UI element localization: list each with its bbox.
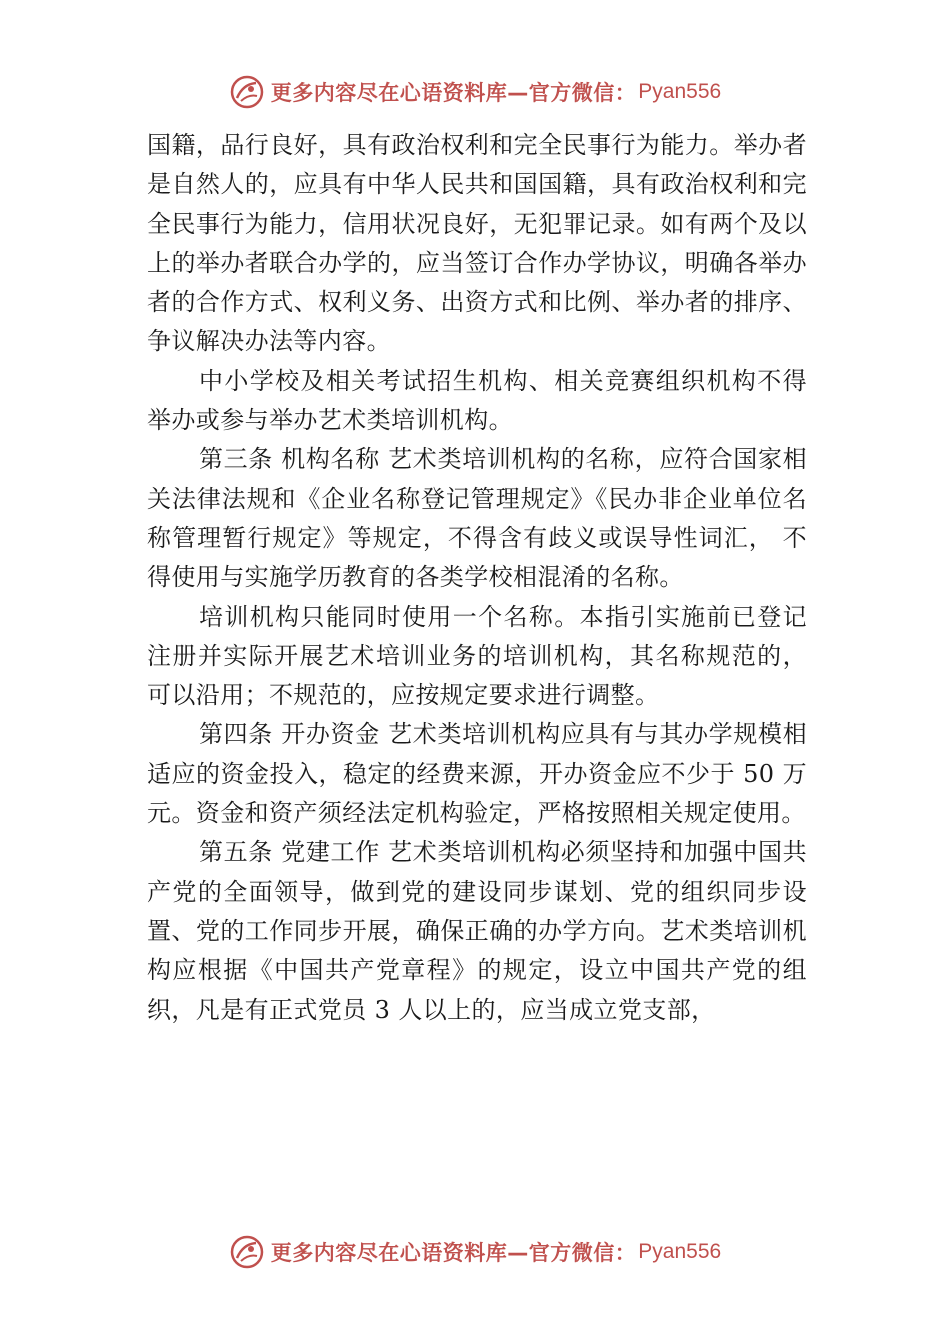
footer-banner-text: 更多内容尽在心语资料库—官方微信： (270, 1241, 637, 1265)
paragraph-article-5: 第五条 党建工作 艺术类培训机构必须坚持和加强中国共产党的全面领导，做到党的建设同步谋划、党的组织同步设置、党的工作同步开展，确保正确的办学方向。艺术类培训机构应根据《中国共产党章程》的规定，设立中国共产党的组织，凡是有正式党员 3 人以上的，应当成立党支部， (147, 838, 807, 1024)
header-banner (0, 70, 950, 114)
logo-icon (229, 1234, 265, 1270)
paragraph-2: 中小学校及相关考试招生机构、相关竞赛组织机构不得举办或参与举办艺术类培训机构。 (147, 366, 807, 435)
paragraph-article-4: 第四条 开办资金 艺术类培训机构应具有与其办学规模相适应的资金投入，稳定的经费来源，开办资金应不少于 50 万元。资金和资产须经法定机构验定，严格按照相关规定使用。 (147, 720, 807, 828)
paragraph-1: 国籍，品行良好，具有政治权利和完全民事行为能力。举办者是自然人的，应具有中华人民共和国国籍，具有政治权利和完全民事行为能力，信用状况良好，无犯罪记录。如有两个及以上的举办者联合办学的，应当签订合作办学协议，明确各举办者的合作方式、权利义务、出资方式和比例、举办者的排序、争议解决办法等内容。 (147, 131, 807, 356)
footer-banner (0, 1230, 950, 1274)
header-banner-text: 更多内容尽在心语资料库—官方微信： (270, 81, 637, 105)
footer-wechat-id: Pyan556 (638, 1240, 722, 1263)
document-body (147, 126, 807, 1030)
paragraph-4: 培训机构只能同时使用一个名称。本指引实施前已登记注册并实际开展艺术培训业务的培训机构，其名称规范的， 可以沿用；不规范的，应按规定要求进行调整。 (147, 602, 807, 710)
paragraph-article-3: 第三条 机构名称 艺术类培训机构的名称，应符合国家相关法律法规和《企业名称登记管理规定》《民办非企业单位名称管理暂行规定》等规定，不得含有歧义或误导性词汇， 不得使用与实施学历教育的各类学校相混淆的名称。 (147, 445, 807, 592)
logo-icon (229, 74, 265, 110)
header-wechat-id: Pyan556 (638, 80, 722, 103)
